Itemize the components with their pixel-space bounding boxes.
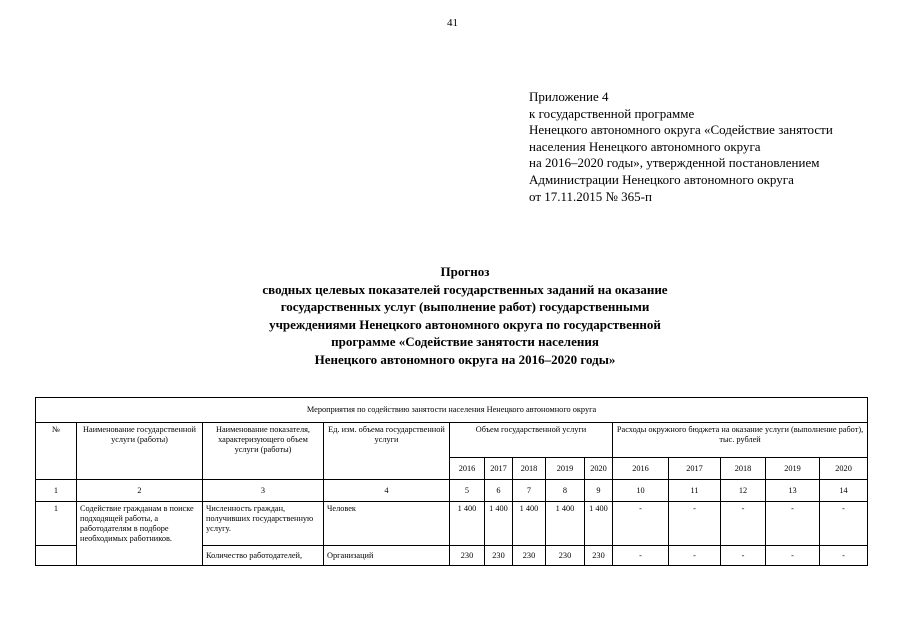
column-number: 13 — [766, 480, 820, 502]
column-number: 11 — [669, 480, 721, 502]
row-expense: - — [766, 546, 820, 566]
expense-year: 2017 — [669, 458, 721, 480]
volume-year: 2017 — [485, 458, 513, 480]
header-unit: Ед. изм. объема государственной услуги — [324, 423, 450, 480]
page-number: 41 — [447, 17, 458, 29]
row-volume: 230 — [485, 546, 513, 566]
row-volume: 230 — [585, 546, 613, 566]
annex-line: Приложение 4 — [529, 89, 609, 104]
volume-year: 2020 — [585, 458, 613, 480]
row-num-empty — [36, 546, 77, 566]
row-expense: - — [669, 502, 721, 546]
annex-line: Ненецкого автономного округа «Содействие занятости — [529, 122, 833, 138]
annex-line: населения Ненецкого автономного округа — [529, 138, 761, 154]
column-number: 6 — [485, 480, 513, 502]
row-unit: Организаций — [324, 546, 450, 566]
column-number: 12 — [721, 480, 766, 502]
header-expenses: Расходы окружного бюджета на оказание услуги (выполнение работ), тыс. рублей — [613, 423, 868, 458]
expense-year: 2016 — [613, 458, 669, 480]
column-number: 1 — [36, 480, 77, 502]
row-volume: 1 400 — [513, 502, 546, 546]
row-expense: - — [613, 502, 669, 546]
annex-line: на 2016–2020 годы», утвержденной постановлением — [529, 155, 820, 171]
column-number: 7 — [513, 480, 546, 502]
column-number: 10 — [613, 480, 669, 502]
row-indicator: Количество работодателей, — [203, 546, 324, 566]
title-line: Ненецкого автономного округа на 2016–2020 годы» — [314, 351, 616, 367]
column-number: 9 — [585, 480, 613, 502]
column-number: 4 — [324, 480, 450, 502]
title-line: государственных услуг (выполнение работ) государственными — [280, 299, 650, 314]
column-number: 3 — [203, 480, 324, 502]
row-unit: Человек — [324, 502, 450, 546]
row-service: Содействие гражданам в поиске подходящей работы, а работодателям в подборе необходимых работников. — [77, 502, 203, 566]
volume-year: 2019 — [546, 458, 585, 480]
table-row — [36, 502, 868, 546]
column-number: 8 — [546, 480, 585, 502]
row-expense: - — [669, 546, 721, 566]
column-number: 14 — [820, 480, 868, 502]
annex-block — [529, 89, 899, 205]
header-volume: Объем государственной услуги — [450, 423, 613, 458]
indicators-table — [35, 397, 868, 566]
annex-line: к государственной программе — [529, 105, 695, 121]
row-volume: 1 400 — [585, 502, 613, 546]
row-volume: 230 — [450, 546, 485, 566]
row-volume: 1 400 — [546, 502, 585, 546]
volume-year: 2018 — [513, 458, 546, 480]
title-line: Прогноз — [440, 264, 490, 279]
title-line: программе «Содействие занятости населения — [331, 334, 599, 349]
column-number: 2 — [77, 480, 203, 502]
expense-year: 2019 — [766, 458, 820, 480]
row-expense: - — [613, 546, 669, 566]
row-num: 1 — [36, 502, 77, 546]
table-caption: Мероприятия по содействию занятости населения Ненецкого автономного округа — [36, 398, 868, 423]
header-service: Наименование государственной услуги (работы) — [77, 423, 203, 480]
row-volume: 1 400 — [450, 502, 485, 546]
annex-line: от 17.11.2015 № 365-п — [529, 188, 652, 204]
row-expense: - — [820, 502, 868, 546]
column-number: 5 — [450, 480, 485, 502]
row-volume: 1 400 — [485, 502, 513, 546]
title-line: учреждениями Ненецкого автономного округа по государственной — [269, 316, 661, 332]
row-volume: 230 — [546, 546, 585, 566]
row-indicator: Численность граждан, получивших государственную услугу. — [203, 502, 324, 546]
document-title — [130, 263, 800, 368]
row-expense: - — [820, 546, 868, 566]
title-line: сводных целевых показателей государственных заданий на оказание — [262, 281, 668, 297]
row-expense: - — [766, 502, 820, 546]
expense-year: 2020 — [820, 458, 868, 480]
header-indicator: Наименование показателя, характеризующего объем услуги (работы) — [203, 423, 324, 480]
header-num: № — [36, 423, 77, 480]
annex-line: Администрации Ненецкого автономного округа — [529, 171, 794, 187]
expense-year: 2018 — [721, 458, 766, 480]
row-expense: - — [721, 502, 766, 546]
row-expense: - — [721, 546, 766, 566]
volume-year: 2016 — [450, 458, 485, 480]
row-volume: 230 — [513, 546, 546, 566]
